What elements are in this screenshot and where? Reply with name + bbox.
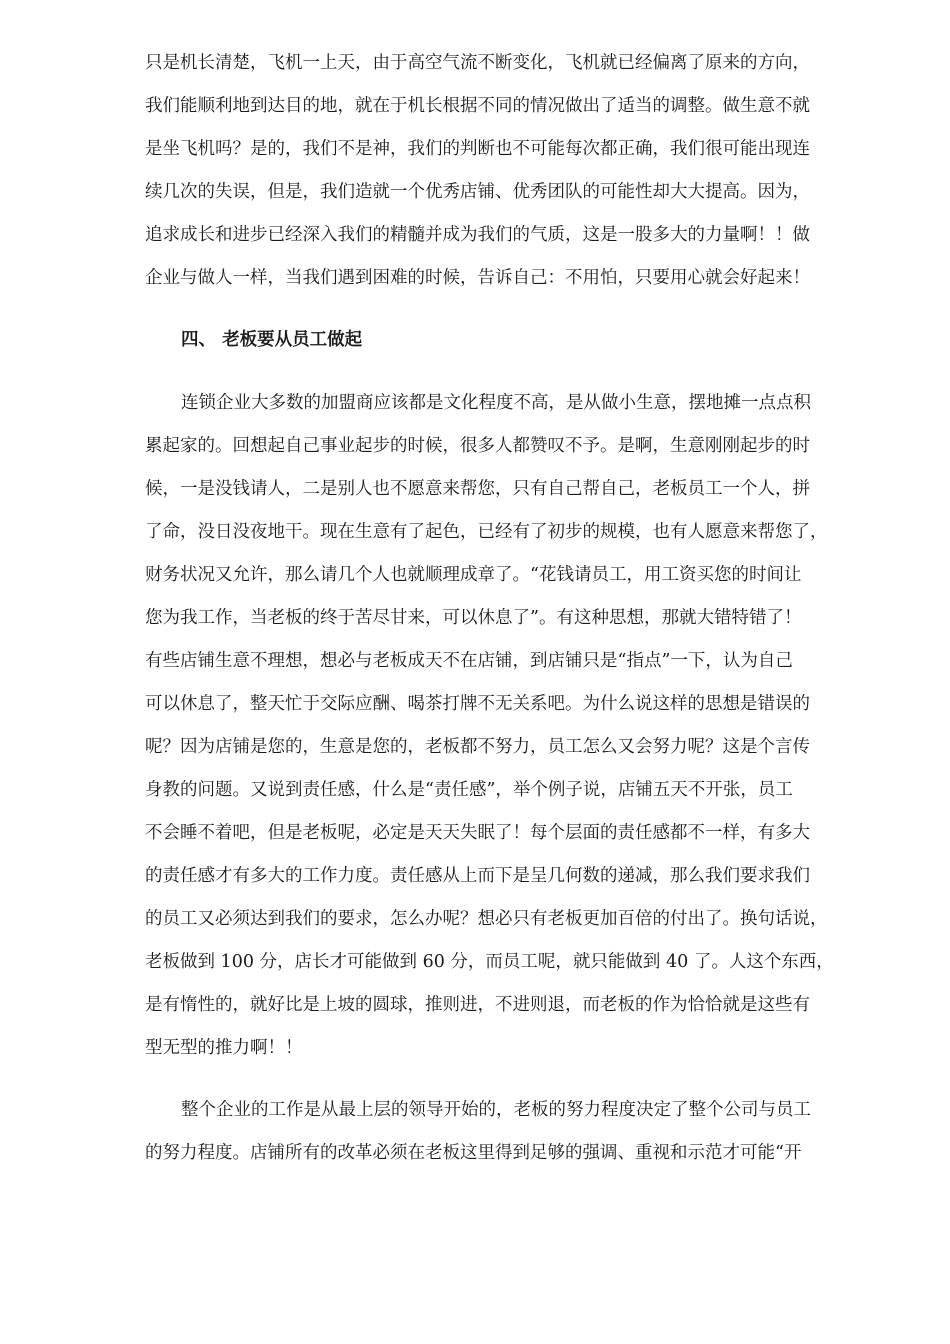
text-line: 我们能顺利地到达目的地，就在于机长根据不同的情况做出了适当的调整。做生意不就	[145, 96, 810, 116]
text-line: 只是机长清楚，飞机一上天，由于高空气流不断变化，飞机就已经偏离了原来的方向，	[145, 53, 810, 73]
text-line: 的责任感才有多大的工作力度。责任感从上而下是呈几何数的递减，那么我们要求我们	[145, 866, 810, 886]
text-line: 的员工又必须达到我们的要求，怎么办呢？想必只有老板更加百倍的付出了。换句话说，	[145, 909, 828, 929]
text-line: 是有惰性的，就好比是上坡的圆球，推则进，不进则退，而老板的作为恰恰就是这些有	[145, 995, 810, 1015]
text-line: 不会睡不着吧，但是老板呢，必定是天天失眠了！每个层面的责任感都不一样，有多大	[145, 823, 810, 843]
paragraph-1	[145, 42, 875, 300]
text-line: 了命，没日没夜地干。现在生意有了起色，已经有了初步的规模，也有人愿意来帮您了，	[145, 522, 828, 542]
section-heading-text: 四、 老板要从员工做起	[181, 330, 363, 350]
text-line: 连锁企业大多数的加盟商应该都是文化程度不高，是从做小生意，摆地摊一点点积	[181, 393, 811, 413]
text-line: 候，一是没钱请人，二是别人也不愿意来帮您，只有自己帮自己，老板员工一个人，拼	[145, 479, 810, 499]
paragraph-3	[145, 1089, 875, 1175]
text-line: 追求成长和进步已经深入我们的精髓并成为我们的气质，这是一股多大的力量啊！！做	[145, 225, 810, 245]
text-line: 的努力程度。店铺所有的改革必须在老板这里得到足够的强调、重视和示范才可能“开	[145, 1143, 802, 1163]
text-line: 可以休息了，整天忙于交际应酬、喝茶打牌不无关系吧。为什么说这样的思想是错误的	[145, 694, 810, 714]
text-line: 型无型的推力啊！！	[145, 1038, 303, 1058]
text-line: 有些店铺生意不理想，想必与老板成天不在店铺，到店铺只是“指点”一下，认为自己	[145, 651, 793, 671]
text-line: 是坐飞机吗？是的，我们不是神，我们的判断也不可能每次都正确，我们很可能出现连	[145, 139, 810, 159]
paragraph-2	[145, 382, 875, 1070]
text-line: 续几次的失误，但是，我们造就一个优秀店铺、优秀团队的可能性却大大提高。因为，	[145, 182, 810, 202]
text-line: 财务状况又允许，那么请几个人也就顺理成章了。“花钱请员工，用工资买您的时间让	[145, 565, 802, 585]
text-line: 呢？因为店铺是您的，生意是您的，老板都不努力，员工怎么又会努力呢？这是个言传	[145, 737, 810, 757]
section-heading	[145, 319, 875, 362]
text-line: 整个企业的工作是从最上层的领导开始的，老板的努力程度决定了整个公司与员工	[181, 1100, 811, 1120]
text-line: 企业与做人一样，当我们遇到困难的时候，告诉自己：不用怕，只要用心就会好起来！	[145, 268, 810, 288]
text-line: 累起家的。回想起自己事业起步的时候，很多人都赞叹不予。是啊，生意刚刚起步的时	[145, 436, 810, 456]
text-line: 老板做到 100 分，店长才可能做到 60 分，而员工呢，就只能做到 40 了。人这个东西，	[145, 952, 834, 972]
text-line: 身教的问题。又说到责任感，什么是“责任感”，举个例子说，店铺五天不开张，员工	[145, 780, 793, 800]
text-line: 您为我工作，当老板的终于苦尽甘来，可以休息了”。有这种思想，那就大错特错了！	[145, 608, 802, 628]
